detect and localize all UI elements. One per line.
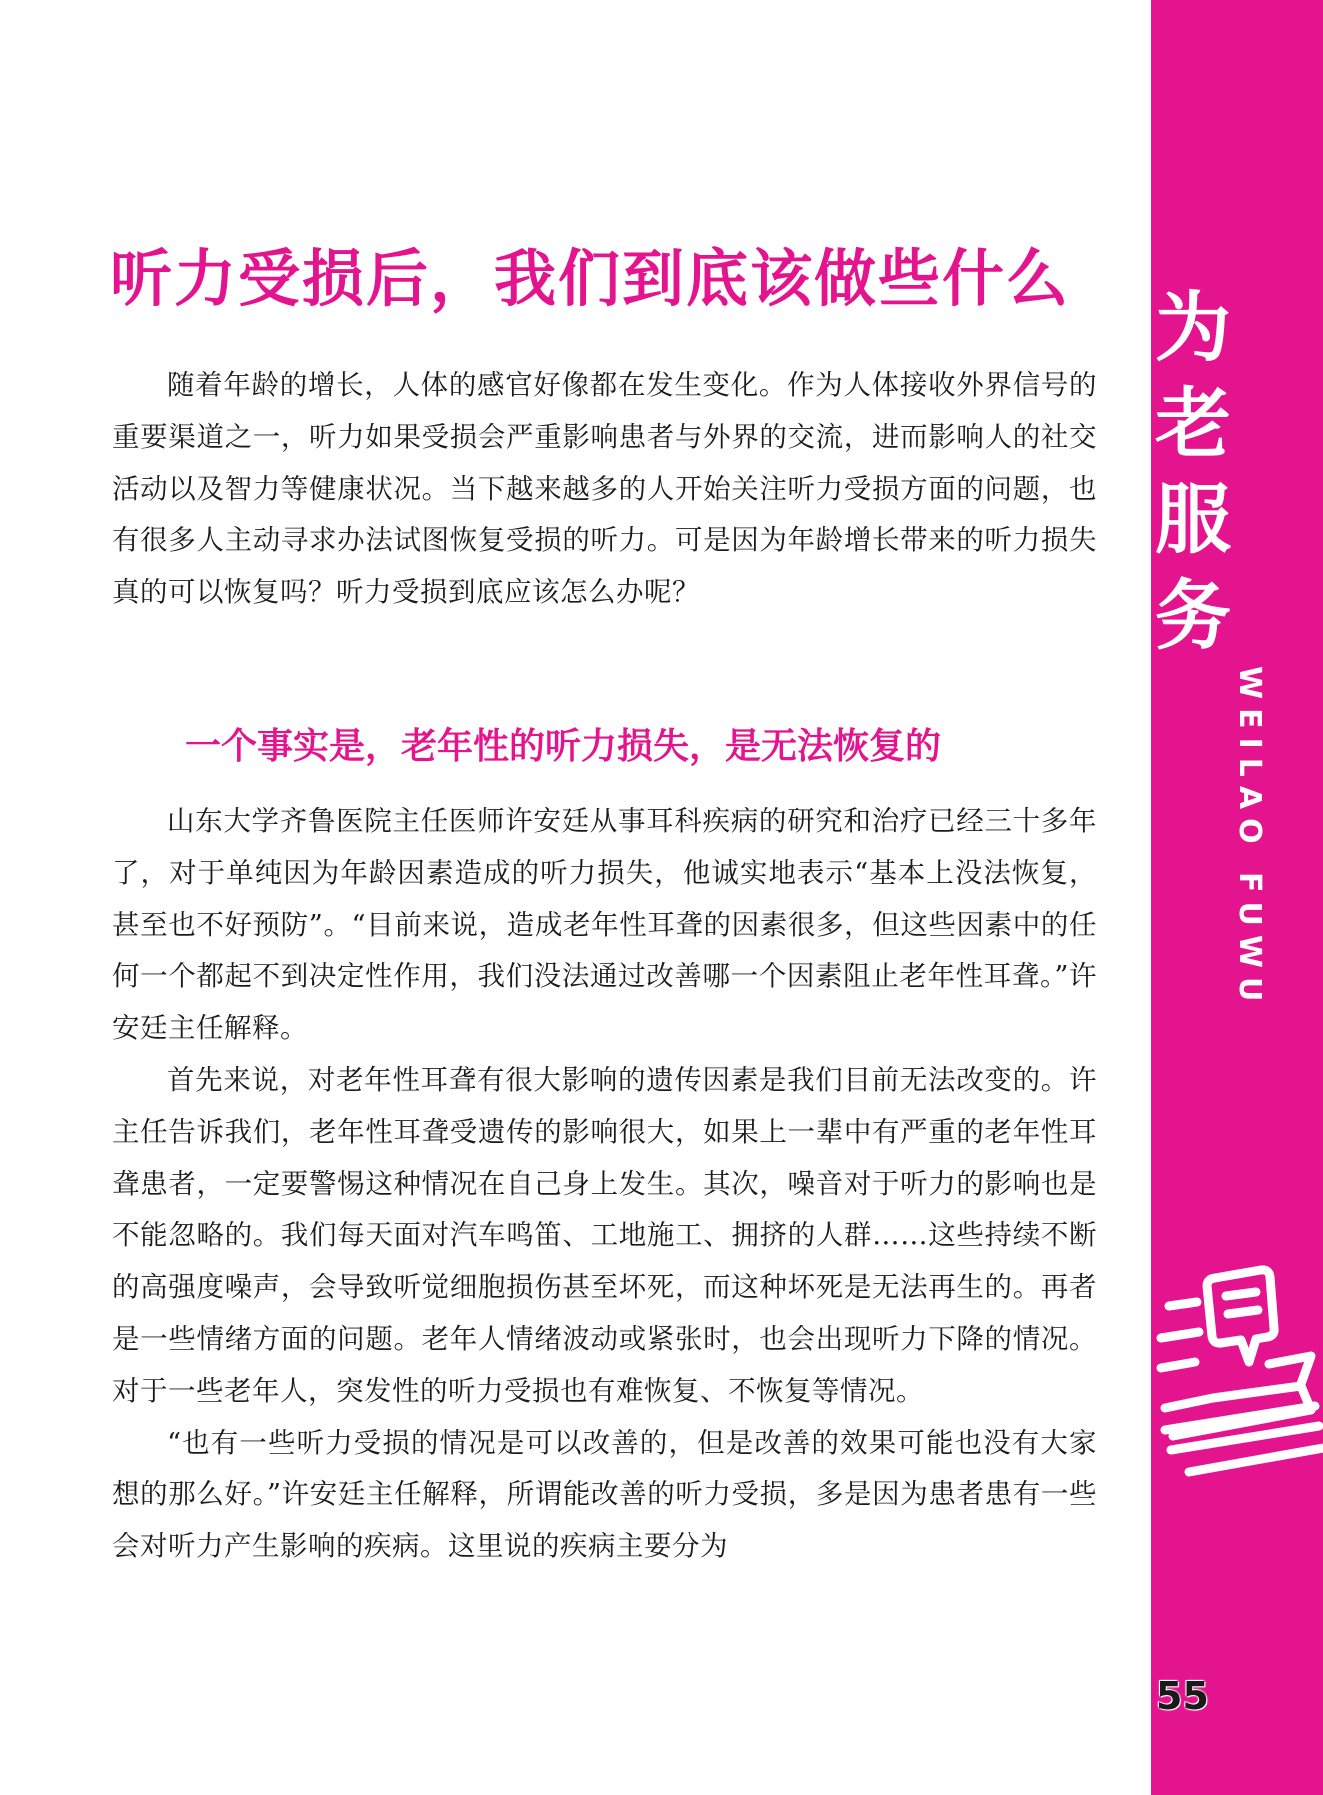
section-heading: 一个事实是，老年性的听力损失，是无法恢复的 [185, 726, 942, 767]
body-paragraph: 山东大学齐鲁医院主任医师许安廷从事耳科疾病的研究和治疗已经三十多年了，对于单纯因为年龄因素造成的听力损失，他诚实地表示“基本上没法恢复，甚至也不好预防”。“目前来说，造成老年性耳聋的因素很多，但这些因素中的任何一个都起不到决定性作用，我们没法通过改善哪一个因素阻止老年性耳聋。”许安廷主任解释。 [112, 805, 1097, 1045]
page-number: 55 [1156, 1674, 1209, 1718]
article-title: 听力受损后，我们到底该做些什么 [110, 242, 1071, 315]
body-paragraph: 首先来说，对老年性耳聋有很大影响的遗传因素是我们目前无法改变的。许主任告诉我们，老年性耳聋受遗传的影响很大，如果上一辈中有严重的老年性耳聋患者，一定要警惕这种情况在自己身上发生。其次，噪音对于听力的影响也是不能忽略的。我们每天面对汽车鸣笛、工地施工、拥挤的人群……这些持续不断的高强度噪声，会导致听觉细胞损伤甚至坏死，而这种坏死是无法再生的。再者是一些情绪方面的问题。老年人情绪波动或紧张时，也会出现听力下降的情况。对于一些老年人，突发性的听力受损也有难恢复、不恢复等情况。 [112, 1063, 1097, 1407]
column-title-char: 服 [1155, 475, 1231, 564]
article-body [112, 796, 1097, 1573]
column-title-char: 务 [1155, 571, 1231, 660]
column-title-char: 老 [1155, 379, 1231, 468]
column-pinyin: WEILAO FUWU [1232, 666, 1267, 1011]
column-title-char: 为 [1155, 283, 1231, 372]
column-title [1153, 280, 1233, 664]
intro-block [112, 360, 1097, 619]
intro-paragraph: 随着年龄的增长，人体的感官好像都在发生变化。作为人体接收外界信号的重要渠道之一，听力如果受损会严重影响患者与外界的交流，进而影响人的社交活动以及智力等健康状况。当下越来越多的人开始关注听力受损方面的问题，也有很多人主动寻求办法试图恢复受损的听力。可是因为年龄增长带来的听力损失真的可以恢复吗？听力受损到底应该怎么办呢？ [112, 369, 1097, 609]
body-paragraph: “也有一些听力受损的情况是可以改善的，但是改善的效果可能也没有大家想的那么好。”许安廷主任解释，所谓能改善的听力受损，多是因为患者患有一些会对听力产生影响的疾病。这里说的疾病主要分为 [112, 1426, 1097, 1563]
speech-bubble-books-icon [1151, 1240, 1323, 1480]
